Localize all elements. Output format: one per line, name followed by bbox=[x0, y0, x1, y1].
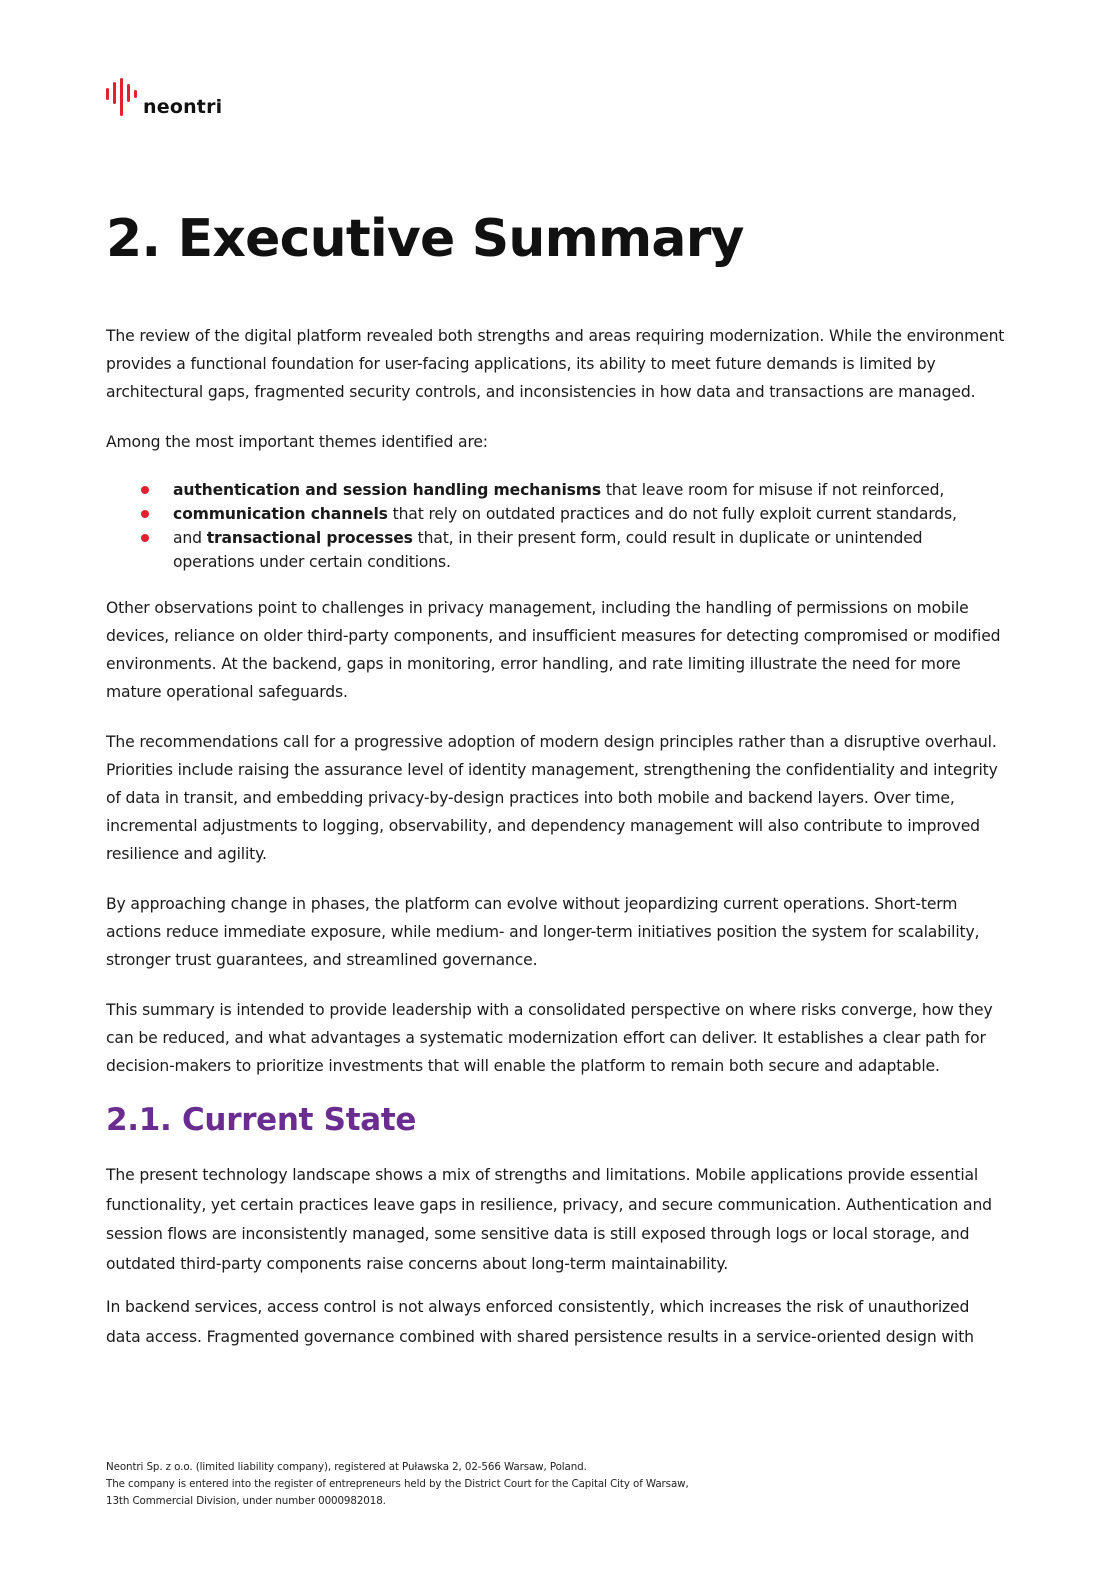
list-item bbox=[106, 502, 1006, 526]
list-item bbox=[106, 526, 1006, 574]
phases-paragraph: By approaching change in phases, the platform can evolve without jeopardizing current operations. Short-term actions reduce immediate exposure, while medium- and longer-term initiatives position the system for scalability, stronger trust guarantees, and streamlined governance. bbox=[106, 895, 980, 969]
bullet-pre: and bbox=[173, 529, 207, 547]
neontri-logo-icon bbox=[106, 78, 140, 116]
bullet-post: that, in their present form, could result in duplicate or unintended operations under certain conditions. bbox=[173, 529, 923, 571]
intro-paragraph: The review of the digital platform revealed both strengths and areas requiring modernization. While the environment provides a functional foundation for user-facing applications, its ability to meet future demands is limited by architectural gaps, fragmented security controls, and inconsistencies in how data and transactions are managed. bbox=[106, 327, 1005, 401]
recommendations-paragraph: The recommendations call for a progressive adoption of modern design principles rather than a disruptive overhaul. Priorities include raising the assurance level of identity management, strengthening the confidentiality and integrity of data in transit, and embedding privacy-by-design practices into both mobile and backend layers. Over time, incremental adjustments to logging, observability, and dependency management will also contribute to improved resilience and agility. bbox=[106, 733, 998, 863]
footer-line: Neontri Sp. z o.o. (limited liability company), registered at Puławska 2, 02-566 Warsaw, Poland. bbox=[106, 1461, 587, 1473]
themes-list bbox=[106, 478, 1006, 574]
themes-lead: Among the most important themes identified are: bbox=[106, 433, 488, 451]
page-title: 2. Executive Summary bbox=[106, 209, 744, 269]
section-heading: 2.1. Current State bbox=[106, 1102, 417, 1138]
page-footer bbox=[106, 1459, 689, 1510]
bullet-icon bbox=[141, 486, 149, 494]
company-logo bbox=[106, 78, 222, 116]
bullet-icon bbox=[141, 510, 149, 518]
backend-paragraph: In backend services, access control is not always enforced consistently, which increases the risk of unauthorized data access. Fragmented governance combined with shared persistence results in a service-oriented design with bbox=[106, 1298, 974, 1346]
main-content bbox=[106, 322, 1006, 1366]
summary-paragraph: This summary is intended to provide leadership with a consolidated perspective on where risks converge, how they can be reduced, and what advantages a systematic modernization effort can deliver. It establishes a clear path for decision-makers to prioritize investments that will enable the platform to remain both secure and adaptable. bbox=[106, 1001, 993, 1075]
footer-line: 13th Commercial Division, under number 0000982018. bbox=[106, 1495, 386, 1507]
bullet-post: that rely on outdated practices and do not fully exploit current standards, bbox=[387, 505, 957, 523]
current-state-paragraph: The present technology landscape shows a mix of strengths and limitations. Mobile applications provide essential functionality, yet certain practices leave gaps in resilience, privacy, and secure communication. Authentication and session flows are inconsistently managed, some sensitive data is still exposed through logs or local storage, and outdated third-party components raise concerns about long-term maintainability. bbox=[106, 1166, 992, 1273]
bullet-icon bbox=[141, 534, 149, 542]
list-item bbox=[106, 478, 1006, 502]
bullet-bold: communication channels bbox=[173, 505, 388, 523]
footer-line: The company is entered into the register of entrepreneurs held by the District Court for the Capital City of Warsaw, bbox=[106, 1478, 689, 1490]
bullet-bold: authentication and session handling mechanisms bbox=[173, 481, 602, 499]
bullet-post: that leave room for misuse if not reinforced, bbox=[601, 481, 945, 499]
observations-paragraph: Other observations point to challenges in privacy management, including the handling of permissions on mobile devices, reliance on older third-party components, and insufficient measures for detecting compromised or modified environments. At the backend, gaps in monitoring, error handling, and rate limiting illustrate the need for more mature operational safeguards. bbox=[106, 599, 1001, 701]
logo-wordmark: neontri bbox=[143, 96, 223, 118]
bullet-bold: transactional processes bbox=[206, 529, 413, 547]
